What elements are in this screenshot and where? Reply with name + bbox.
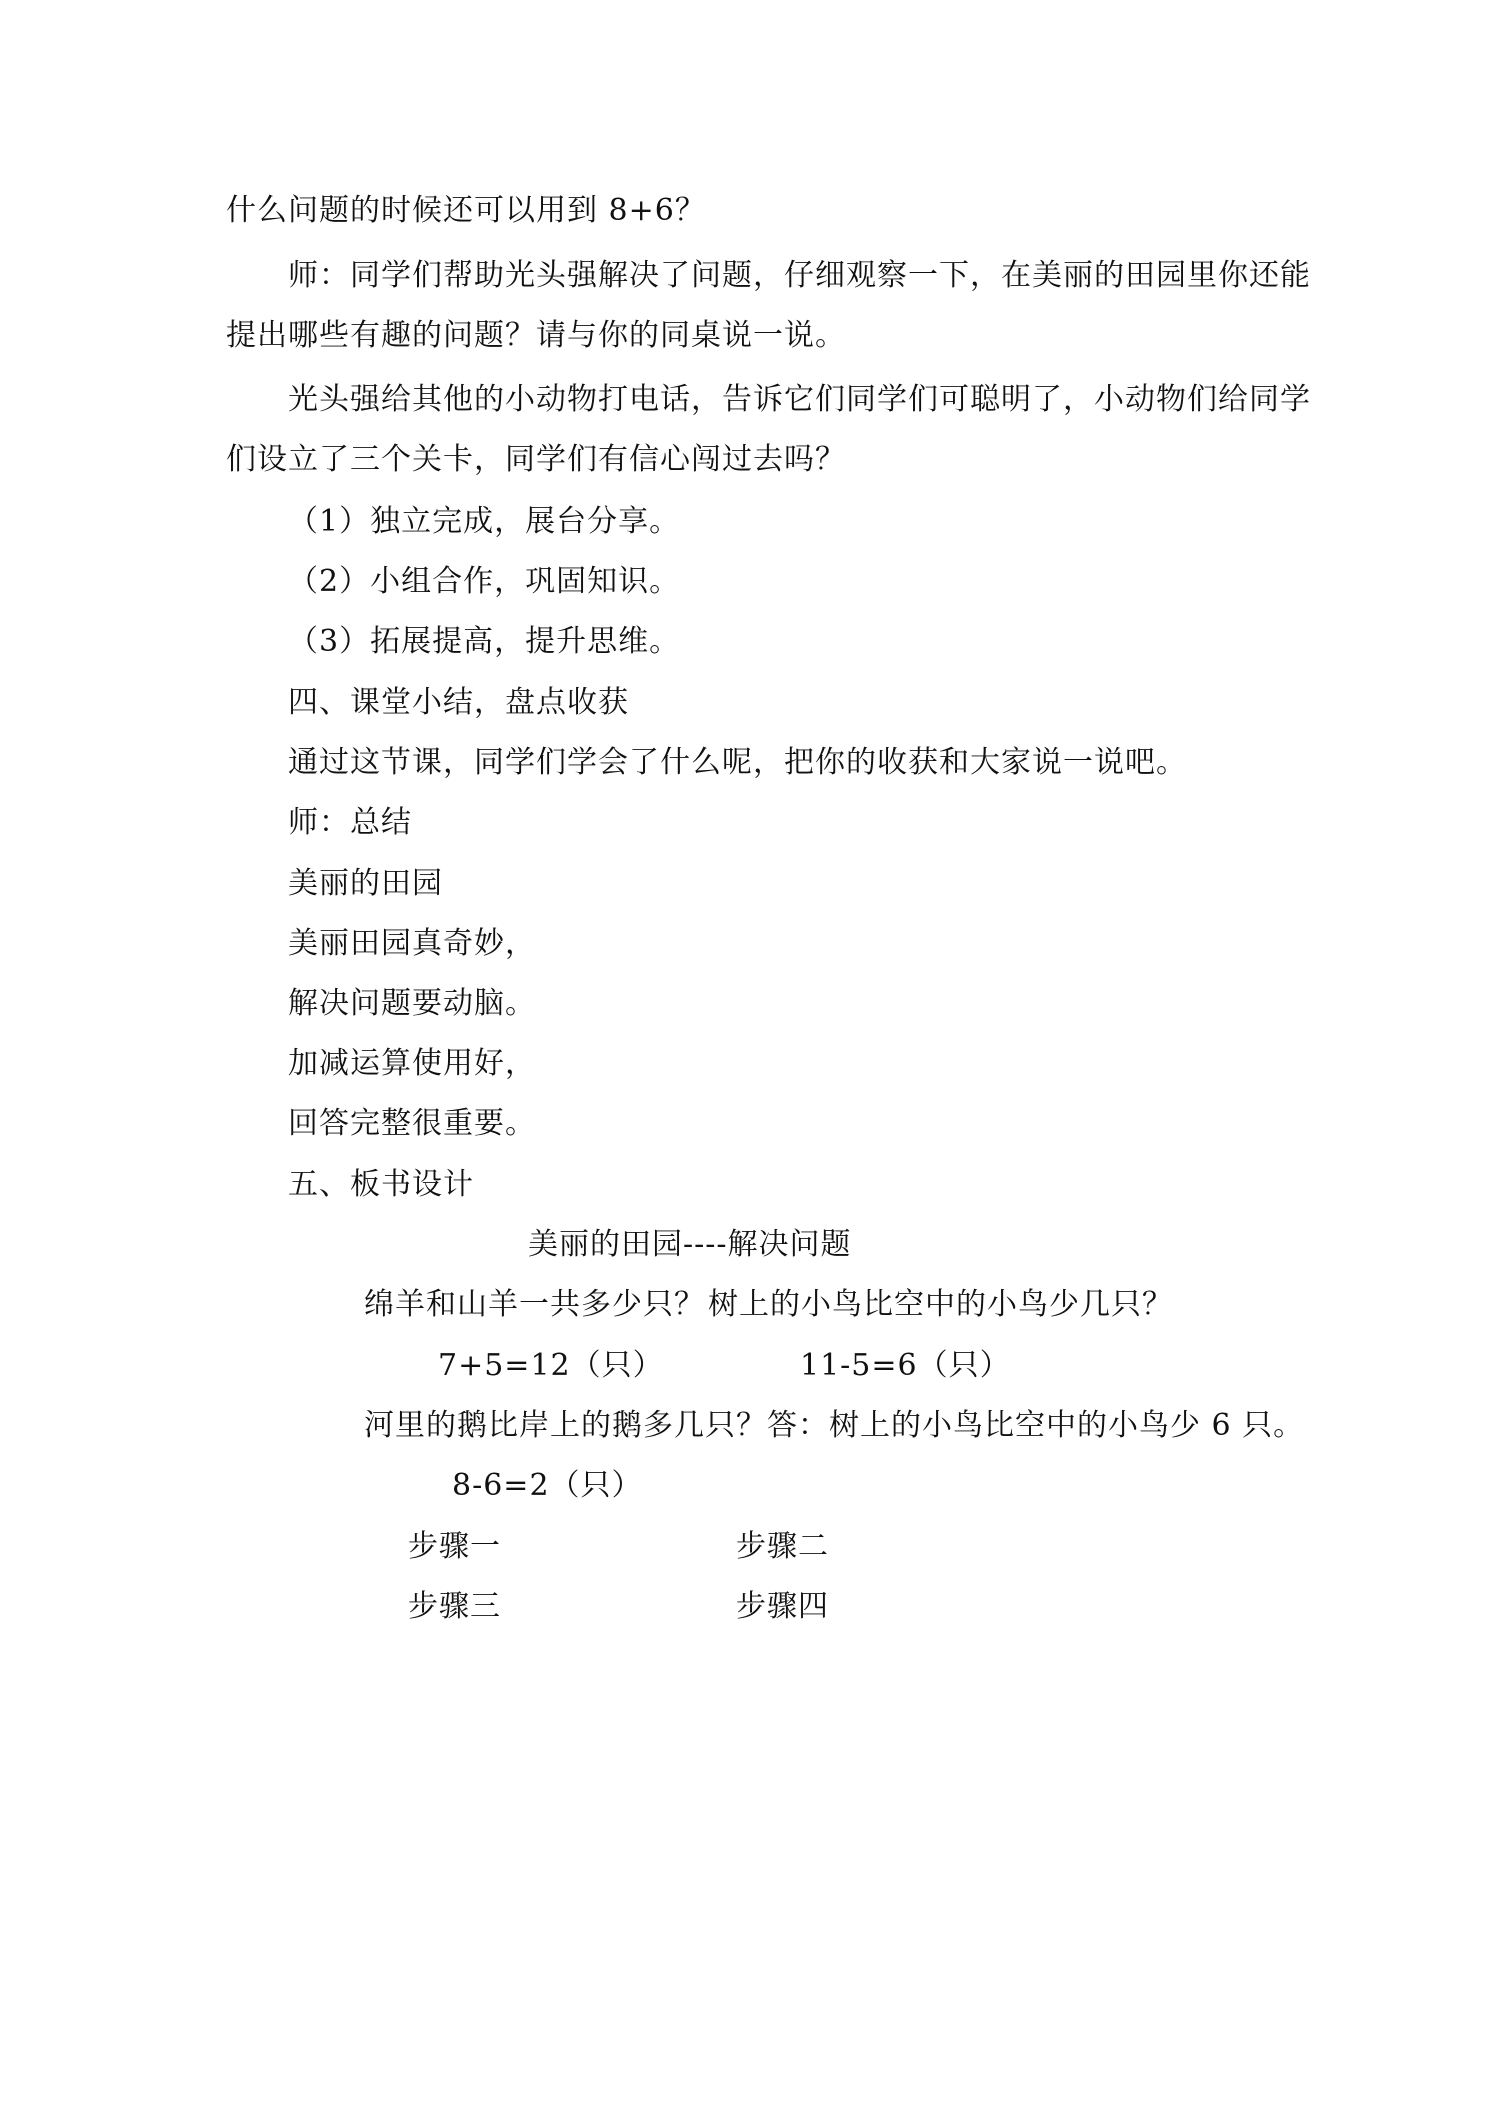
paragraph-line: 们设立了三个关卡，同学们有信心闯过去吗？: [226, 442, 846, 477]
board-equation: 7+5=12（只）: [438, 1348, 664, 1383]
paragraph-line: 什么问题的时候还可以用到 8+6？: [226, 193, 706, 228]
board-question: 树上的小鸟比空中的小鸟少几只？: [708, 1287, 1173, 1322]
board-title: 美丽的田园----解决问题: [528, 1227, 852, 1262]
board-step: 步骤四: [736, 1589, 829, 1624]
board-question: 绵羊和山羊一共多少只？: [364, 1287, 705, 1322]
section-heading: 五、板书设计: [288, 1167, 474, 1202]
board-question: 河里的鹅比岸上的鹅多几只？答：树上的小鸟比空中的小鸟少 6 只。: [364, 1408, 1305, 1443]
paragraph-line: 通过这节课，同学们学会了什么呢，把你的收获和大家说一说吧。: [288, 745, 1187, 780]
poem-line: 美丽田园真奇妙，: [288, 926, 536, 961]
poem-line: 加减运算使用好，: [288, 1046, 536, 1081]
board-equation: 8-6=2（只）: [452, 1468, 643, 1503]
section-heading: 四、课堂小结，盘点收获: [288, 685, 629, 720]
poem-title: 美丽的田园: [288, 866, 443, 901]
step-item: （2）小组合作，巩固知识。: [288, 564, 681, 599]
poem-line: 回答完整很重要。: [288, 1106, 536, 1141]
poem-line: 解决问题要动脑。: [288, 986, 536, 1021]
board-step: 步骤三: [408, 1589, 501, 1624]
step-item: （3）拓展提高，提升思维。: [288, 624, 681, 659]
step-item: （1）独立完成，展台分享。: [288, 504, 681, 539]
paragraph-line: 提出哪些有趣的问题？请与你的同桌说一说。: [226, 318, 846, 353]
board-equation: 11-5=6（只）: [800, 1348, 1011, 1383]
board-step: 步骤一: [408, 1529, 501, 1564]
paragraph-line: 光头强给其他的小动物打电话，告诉它们同学们可聪明了，小动物们给同学: [288, 382, 1311, 417]
paragraph-line: 师：总结: [288, 805, 412, 840]
paragraph-line: 师：同学们帮助光头强解决了问题，仔细观察一下，在美丽的田园里你还能: [288, 258, 1311, 293]
board-step: 步骤二: [736, 1529, 829, 1564]
